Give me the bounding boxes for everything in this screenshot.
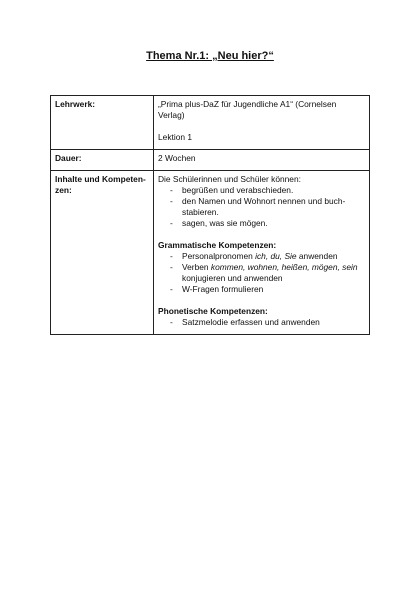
list-item: - begrüßen und verabschieden. bbox=[158, 185, 365, 196]
phonetic-heading: Phonetische Kompetenzen: bbox=[158, 306, 268, 316]
list-item: - Satzmelodie erfassen und anwenden bbox=[158, 317, 365, 328]
row-lehrwerk bbox=[51, 96, 370, 150]
row-dauer bbox=[51, 150, 370, 171]
row-inhalte bbox=[51, 171, 370, 335]
grammar-text: Verben bbox=[182, 262, 209, 272]
grammar-text: anwenden bbox=[298, 251, 338, 261]
value-dauer: 2 Wochen bbox=[154, 150, 370, 171]
grammar-heading: Grammatische Kompetenzen: bbox=[158, 240, 277, 250]
list-item: - W-Fragen formulieren bbox=[158, 284, 365, 295]
value-lehrwerk bbox=[154, 96, 370, 150]
lesson-number: Lektion 1 bbox=[158, 132, 192, 142]
competence-list bbox=[158, 185, 365, 229]
label-lehrwerk: Lehrwerk: bbox=[51, 96, 154, 150]
grammar-list bbox=[158, 251, 365, 295]
grammar-emphasis: ich, du, Sie bbox=[255, 251, 297, 261]
page-title: Thema Nr.1: „Neu hier?“ bbox=[146, 50, 274, 62]
list-item: - sagen, was sie mögen. bbox=[158, 218, 365, 229]
grammar-text: konjugieren und anwenden bbox=[182, 273, 283, 283]
list-item bbox=[158, 251, 365, 262]
competence-intro: Die Schülerinnen und Schüler können: bbox=[158, 174, 301, 184]
textbook-title: „Prima plus-DaZ für Jugendliche A1“ (Cornelsen Verlag) bbox=[158, 99, 337, 120]
label-dauer: Dauer: bbox=[51, 150, 154, 171]
list-item: - den Namen und Wohnort nennen und buch-stabieren. bbox=[158, 196, 365, 218]
phonetic-list bbox=[158, 317, 365, 328]
lesson-plan-table bbox=[50, 95, 370, 335]
list-item bbox=[158, 262, 365, 284]
value-inhalte bbox=[154, 171, 370, 335]
grammar-emphasis: kommen, wohnen, heißen, mögen, sein bbox=[210, 262, 358, 272]
grammar-text: Personalpronomen bbox=[182, 251, 253, 261]
label-inhalte: Inhalte und Kompeten-zen: bbox=[51, 171, 154, 335]
